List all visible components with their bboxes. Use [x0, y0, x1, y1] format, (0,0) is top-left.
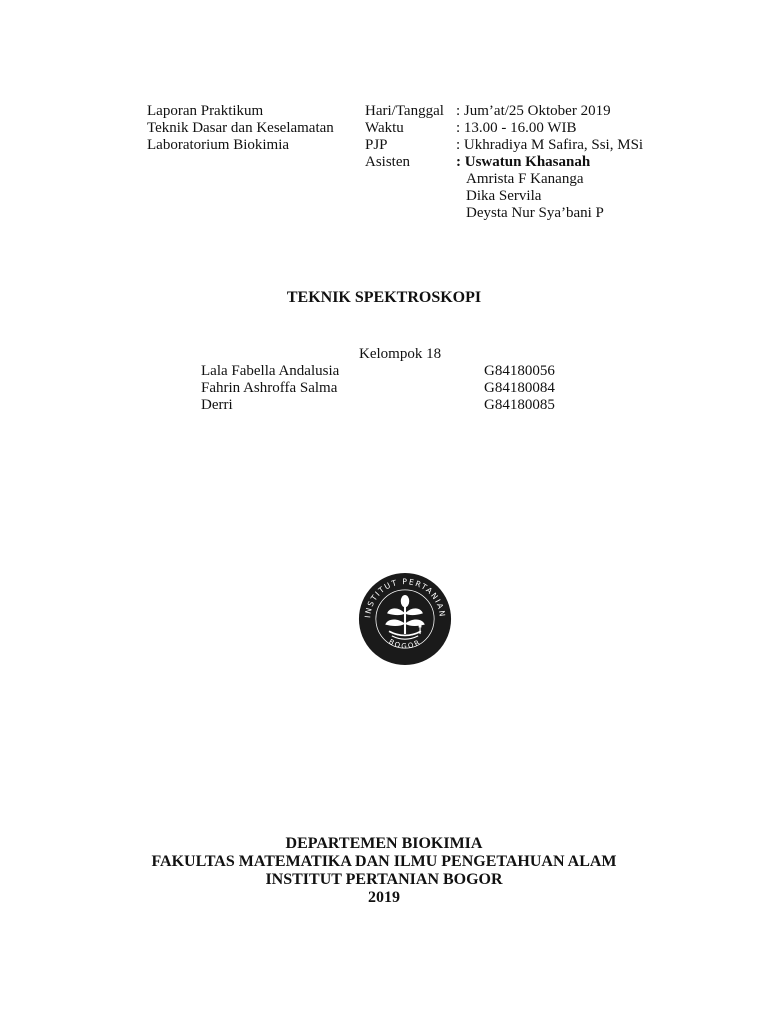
info-value: : Ukhradiya M Safira, Ssi, MSi [456, 137, 644, 153]
member-name: Lala Fabella Andalusia [201, 363, 340, 379]
ipb-seal-icon [358, 572, 452, 666]
member-nim: G84180084 [484, 380, 555, 396]
info-label: PJP [365, 137, 388, 153]
document-title: TEKNIK SPEKTROSKOPI [286, 289, 482, 306]
member-row [201, 397, 581, 414]
assistant-name: Dika Servila [466, 188, 542, 204]
member-nim: G84180085 [484, 397, 555, 413]
info-label: Hari/Tanggal [365, 103, 444, 119]
assistant-list [466, 171, 604, 222]
member-list [201, 363, 581, 414]
year: 2019 [368, 889, 400, 906]
seal-text-bottom: BOGOR [387, 636, 423, 651]
institute-name: INSTITUT PERTANIAN BOGOR [265, 871, 503, 888]
member-nim: G84180056 [484, 363, 555, 379]
seal-text-top: INSTITUT PERTANIAN [363, 577, 447, 619]
institution-footer [0, 835, 768, 907]
info-label: Asisten [365, 154, 410, 170]
info-label: Waktu [365, 120, 404, 136]
report-type: Laporan Praktikum [147, 103, 264, 119]
info-value: : 13.00 - 16.00 WIB [456, 120, 577, 136]
info-value: : Jum’at/25 Oktober 2019 [456, 103, 611, 119]
member-row [201, 380, 581, 397]
assistant-name: Deysta Nur Sya’bani P [466, 205, 604, 221]
faculty-name: FAKULTAS MATEMATIKA DAN ILMU PENGETAHUAN ALAM [151, 853, 617, 870]
info-value-lead-assistant: : Uswatun Khasanah [456, 154, 591, 170]
member-row [201, 363, 581, 380]
course-name-line2: Laboratorium Biokimia [147, 137, 290, 153]
department-name: DEPARTEMEN BIOKIMIA [285, 835, 483, 852]
member-name: Derri [201, 397, 233, 413]
group-label: Kelompok 18 [359, 346, 442, 362]
report-header [147, 103, 334, 154]
assistant-name: Amrista F Kananga [466, 171, 584, 187]
member-name: Fahrin Ashroffa Salma [201, 380, 338, 396]
course-name: Teknik Dasar dan Keselamatan [147, 120, 334, 136]
